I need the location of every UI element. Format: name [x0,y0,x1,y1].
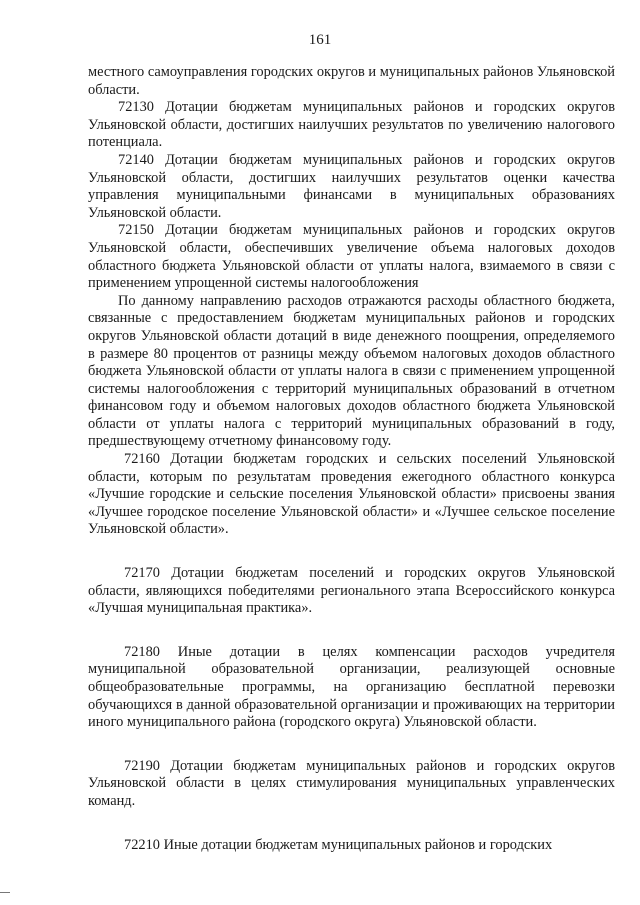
paragraph-72150: 72150 Дотации бюджетам муниципальных районов и городских округов Ульяновской области, обеспечивших увеличение объема налоговых доходов областного бюджета Ульяновской области от уплаты налога, взимаемого в связи с применением упрощенной системы налогообложения [88,222,615,292]
paragraph-72130: 72130 Дотации бюджетам муниципальных районов и городских округов Ульяновской области, достигших наилучших результатов по увеличению налогового потенциала. [88,99,615,151]
paragraph-direction-description: По данному направлению расходов отражаются расходы областного бюджета, связанные с предоставлением бюджетам муниципальных районов и городских округов Ульяновской области дотаций в виде денежного поощрения, определяемого в размере 80 процентов от разницы между объемом налоговых доходов областного бюджета Ульяновской области от уплаты налога в связи с применением упрощенной системы налогообложения с территорий муниципальных образований в отчетном финансовом году и объемом налоговых доходов областного бюджета Ульяновской области от уплаты налога с территорий муниципальных образований в году, предшествующему отчетному финансовому году. [88,292,615,450]
document-body [88,64,615,854]
paragraph-72190: 72190 Дотации бюджетам муниципальных районов и городских округов Ульяновской области в целях стимулирования муниципальных управленческих команд. [88,757,615,809]
paragraph-continuation: местного самоуправления городских округов и муниципальных районов Ульяновской области. [88,64,615,98]
paragraph-72210: 72210 Иные дотации бюджетам муниципальных районов и городских [124,836,553,853]
paragraph-72140: 72140 Дотации бюджетам муниципальных районов и городских округов Ульяновской области, достигших наилучших результатов оценки качества управления муниципальными финансами в муниципальных образованиях Ульяновской области. [88,151,615,221]
page-number: 161 [308,32,332,48]
paragraph-72180: 72180 Иные дотации в целях компенсации расходов учредителя муниципальной образовательной организации, реализующей основные общеобразовательные программы, на организацию бесплатной перевозки обучающихся в данной образовательной организации и проживающих на территории иного муниципального района (городского округа) Ульяновской области. [88,643,615,731]
paragraph-72170: 72170 Дотации бюджетам поселений и городских округов Ульяновской области, являющихся победителями регионального этапа Всероссийского конкурса «Лучшая муниципальная практика». [88,565,615,617]
scan-edge-mark [0,892,10,905]
paragraph-72160: 72160 Дотации бюджетам городских и сельских поселений Ульяновской области, которым по результатам проведения ежегодного областного конкурса «Лучшие городские и сельские поселения Ульяновской области» присвоены звания «Лучшее городское поселение Ульяновской области» и «Лучшее сельское поселение Ульяновской области». [88,451,615,538]
